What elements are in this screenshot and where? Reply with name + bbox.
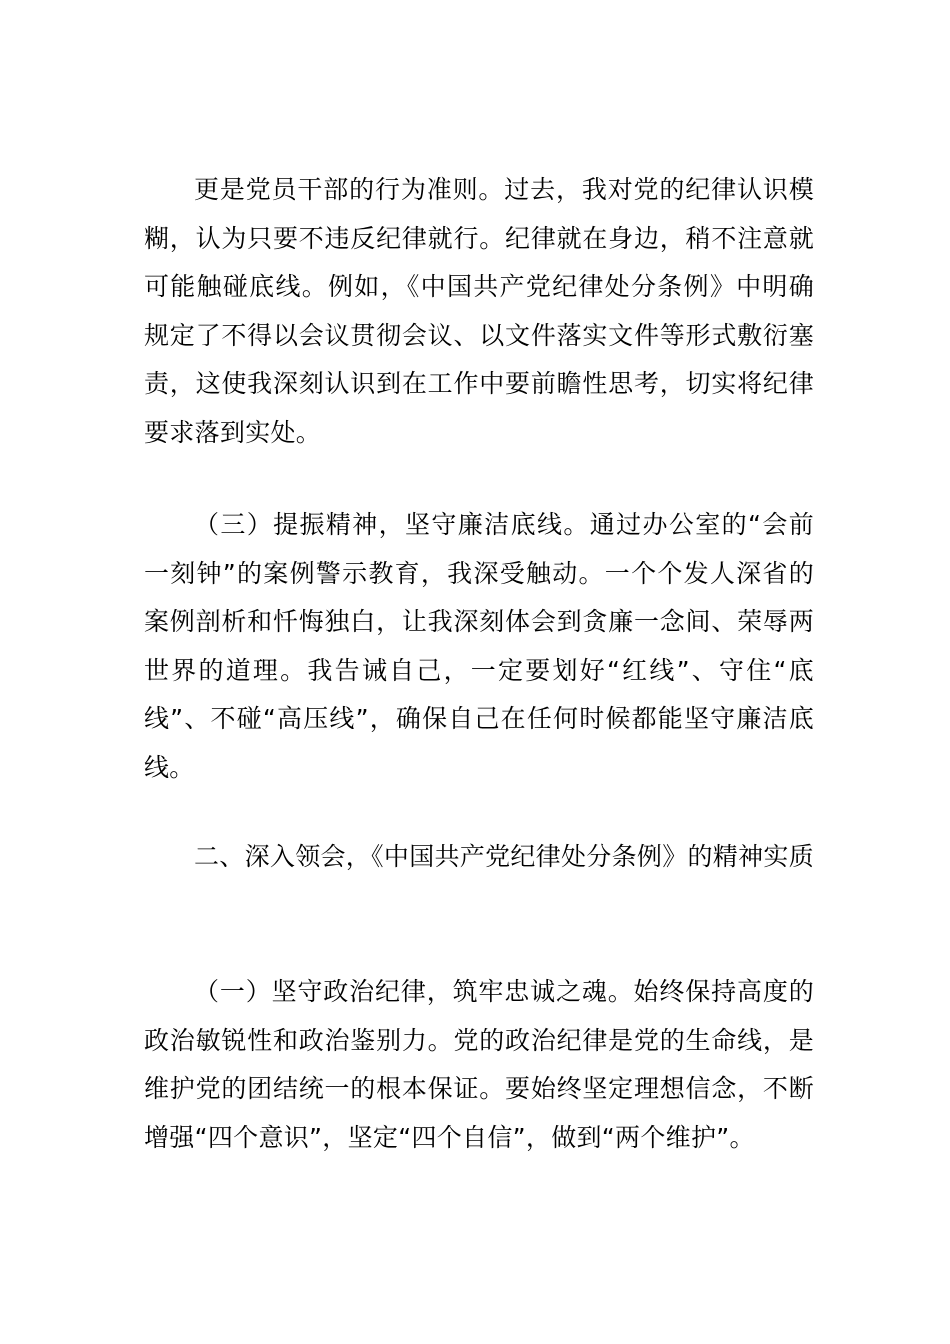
paragraph-integrity-bottom-line: （三）提振精神，坚守廉洁底线。通过办公室的“会前一刻钟”的案例警示教育，我深受触动。一个个发人深省的案例剖析和忏悔独白，让我深刻体会到贪廉一念间、荣辱两世界的道理。我告诫自己，一定要划好“红线”、守住“底线”、不碰“高压线”，确保自己在任何时候都能坚守廉洁底线。 bbox=[144, 510, 814, 782]
section-heading-spirit-essence: 二、深入领会，《中国共产党纪律处分条例》的精神实质 bbox=[194, 842, 815, 871]
paragraph-political-discipline: （一）坚守政治纪律，筑牢忠诚之魂。始终保持高度的政治敏锐性和政治鉴别力。党的政治纪律是党的生命线，是维护党的团结统一的根本保证。要始终坚定理想信念，不断增强“四个意识”，坚定“四个自信”，做到“两个维护”。 bbox=[144, 977, 814, 1152]
paragraph-discipline-awareness: 更是党员干部的行为准则。过去，我对党的纪律认识模糊，认为只要不违反纪律就行。纪律就在身边，稍不注意就可能触碰底线。例如，《中国共产党纪律处分条例》中明确规定了不得以会议贯彻会议、以文件落实文件等形式敷衍塞责，这使我深刻认识到在工作中要前瞻性思考，切实将纪律要求落到实处。 bbox=[144, 175, 814, 447]
